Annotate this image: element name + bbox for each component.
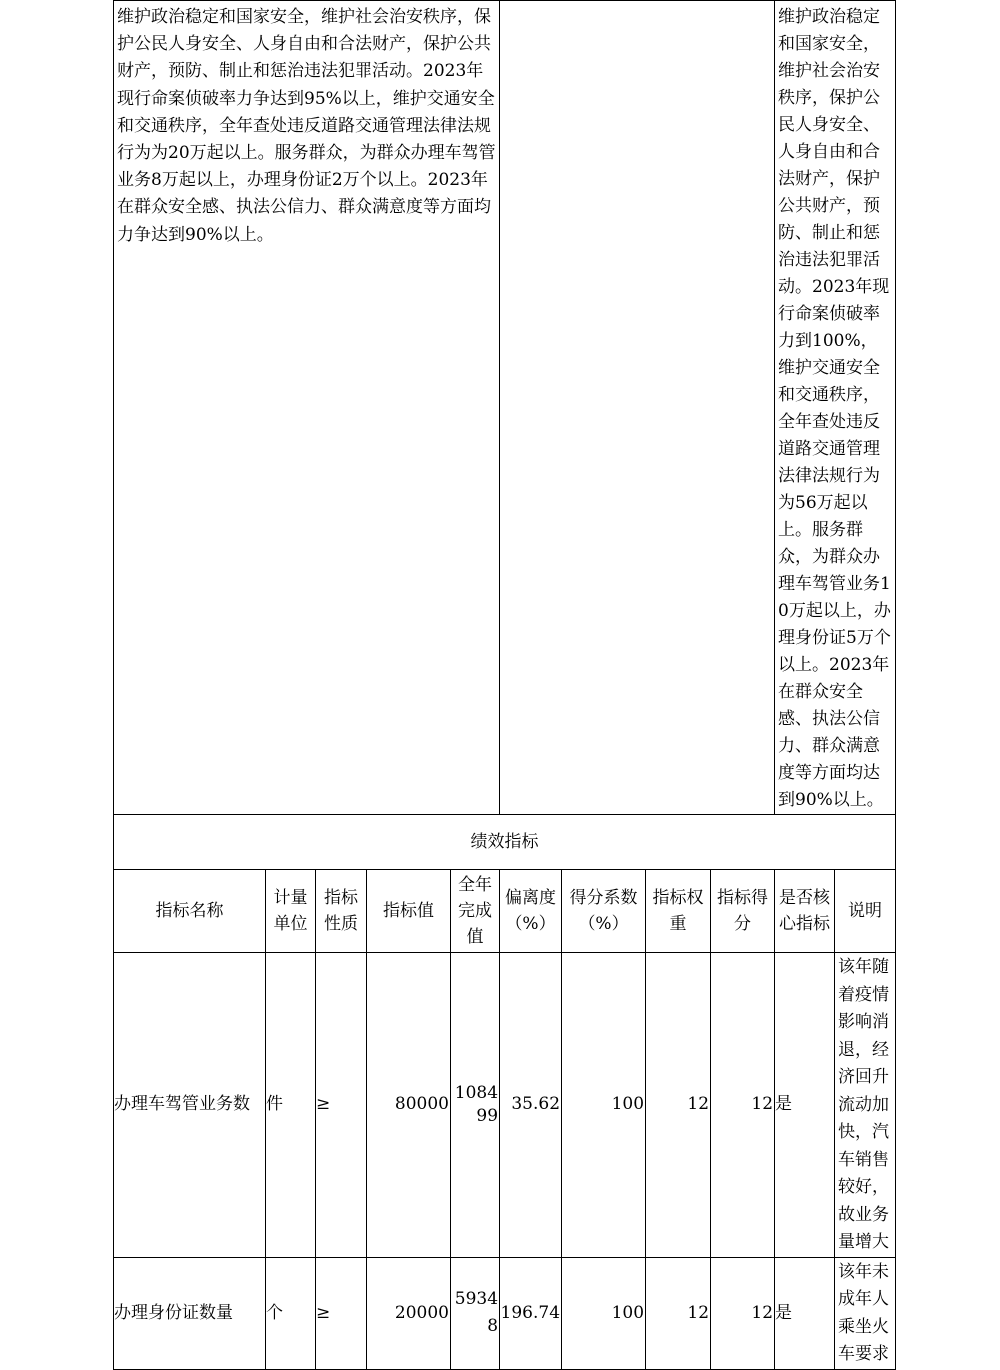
header-nature: 指标性质 [316,870,367,953]
row-deviation: 196.74 [500,1257,562,1369]
header-deviation: 偏离度（%） [500,870,562,953]
performance-table-page [113,0,895,1364]
table-row [114,953,896,1258]
actual-completion-cell [775,1,896,815]
header-core: 是否核心指标 [775,870,835,953]
row-target: 80000 [367,953,451,1258]
annual-goal-cell [114,1,500,815]
row-unit: 件 [266,953,316,1258]
header-coefficient: 得分系数（%） [562,870,646,953]
row-note: 该年未成年人乘坐火车要求 [835,1257,896,1369]
table-row [114,1257,896,1369]
row-target: 20000 [367,1257,451,1369]
row-weight: 12 [646,1257,711,1369]
row-actual: 59348 [451,1257,500,1369]
row-coefficient: 100 [562,953,646,1258]
performance-table [113,0,896,1370]
header-note: 说明 [835,870,896,953]
row-coefficient: 100 [562,1257,646,1369]
row-unit: 个 [266,1257,316,1369]
row-weight: 12 [646,953,711,1258]
row-score: 12 [711,953,775,1258]
row-name: 办理身份证数量 [114,1257,266,1369]
header-row [114,870,896,953]
header-score: 指标得分 [711,870,775,953]
row-actual: 108499 [451,953,500,1258]
header-unit: 计量单位 [266,870,316,953]
header-name: 指标名称 [114,870,266,953]
header-weight: 指标权重 [646,870,711,953]
section-row [114,815,896,870]
row-nature: ≥ [316,1257,367,1369]
row-note: 该年随着疫情影响消退，经济回升流动加快，汽车销售较好，故业务量增大 [835,953,896,1258]
row-core: 是 [775,953,835,1258]
row-deviation: 35.62 [500,953,562,1258]
row-score: 12 [711,1257,775,1369]
annual-goal-text: 维护政治稳定和国家安全，维护社会治安秩序，保护公民人身安全、人身自由和合法财产，保护公共财产，预防、制止和惩治违法犯罪活动。2023年现行命案侦破率力争达到95%以上，维护交通安全和交通秩序，全年查处违反道路交通管理法律法规行为为20万起以上。服务群众，为群众办理车驾管业务8万起以上，办理身份证2万个以上。2023年在群众安全感、执法公信力、群众满意度等方面均力争达到90%以上。 [117,7,496,245]
empty-middle-cell [500,1,775,815]
row-nature: ≥ [316,953,367,1258]
row-core: 是 [775,1257,835,1369]
header-actual: 全年完成值 [451,870,500,953]
section-title: 绩效指标 [114,815,896,870]
row-name: 办理车驾管业务数 [114,953,266,1258]
actual-completion-text: 维护政治稳定和国家安全，维护社会治安秩序，保护公民人身安全、人身自由和合法财产，保护公共财产，预防、制止和惩治违法犯罪活动。2023年现行命案侦破率力到100%，维护交通安全和交通秩序，全年查处违反道路交通管理法律法规行为为56万起以上。服务群众，为群众办理车驾管业务10万起以上，办理身份证5万个以上。2023年在群众安全感、执法公信力、群众满意度等方面均达到90%以上。 [778,7,891,810]
header-target: 指标值 [367,870,451,953]
goal-row [114,1,896,815]
